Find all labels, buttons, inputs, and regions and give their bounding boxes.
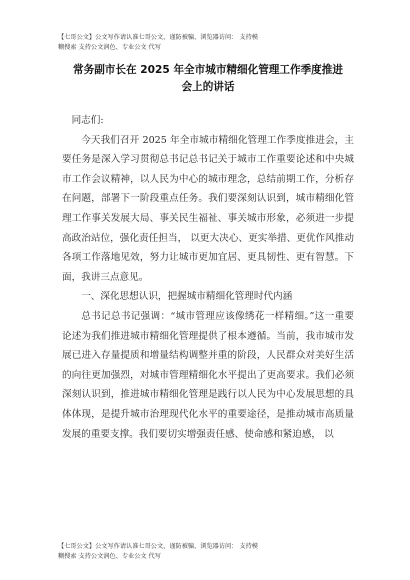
header-note-line-1: 【七哥公文】公文写作请认准七哥公文，谨防被骗，浏览器访问： 支持模 [58,34,258,41]
paragraph-intro: 今天我们召开 2025 年全市城市精细化管理工作季度推进会，主要任务是深入学习贯彻总书记总书记关于城市工作重要论述和中央城市工作会议精神，以人民为中心的城市理念，总结前期工作，分析存在问题，部署下一阶段重点任务。我们要深刻认识到，城市精细化管理工作事关发展大局、事关民生福祉、事关城市形象，必须进一步提高政治站位，强化责任担当， 以更大决心、更实举措、更优作风推动各项工作落地见效，努力让城市更加宜居、更具韧性、更有智慧。下面，我讲三点意见。 [62,134,354,283]
document-title [58,62,358,96]
paragraph-section-1: 总书记总书记强调：“城市管理应该像绣花一样精细。”这一重要论述为我们推进城市精细化管理提供了根本遵循。当前，我市城市发展已进入存量提质和增量结构调整并重的阶段，人民群众对美好生活的向往更加强烈，对城市管理精细化水平提出了更高要求。我们必须深刻认识到，推进城市精细化管理是践行以人民为中心发展思想的具体体现，是提升城市治理现代化水平的重要途径，是推动城市高质量发展的重要支撑。我们要切实增强责任感、使命感和紧迫感， 以 [62,310,354,440]
footer-watermark-note [58,542,358,562]
footer-note-line-1: 【七哥公文】公文写作请认准七哥公文，谨防被骗，浏览器访问： 支持模 [58,543,258,550]
document-body [62,111,354,444]
salutation: 同志们: [71,115,104,126]
title-line-2: 会上的讲话 [181,81,235,93]
section-heading-1: 一、深化思想认识，把握城市精细化管理时代内涵 [81,291,293,303]
header-watermark-note [58,33,358,53]
footer-note-line-2: 糊搜索 支持公文润色、专业公文 代写 [58,553,161,560]
title-line-1: 常务副市长在 2025 年全市城市精细化管理工作季度推进 [73,64,343,76]
header-note-line-2: 糊搜索 支持公文润色、专业公文 代写 [58,44,161,51]
